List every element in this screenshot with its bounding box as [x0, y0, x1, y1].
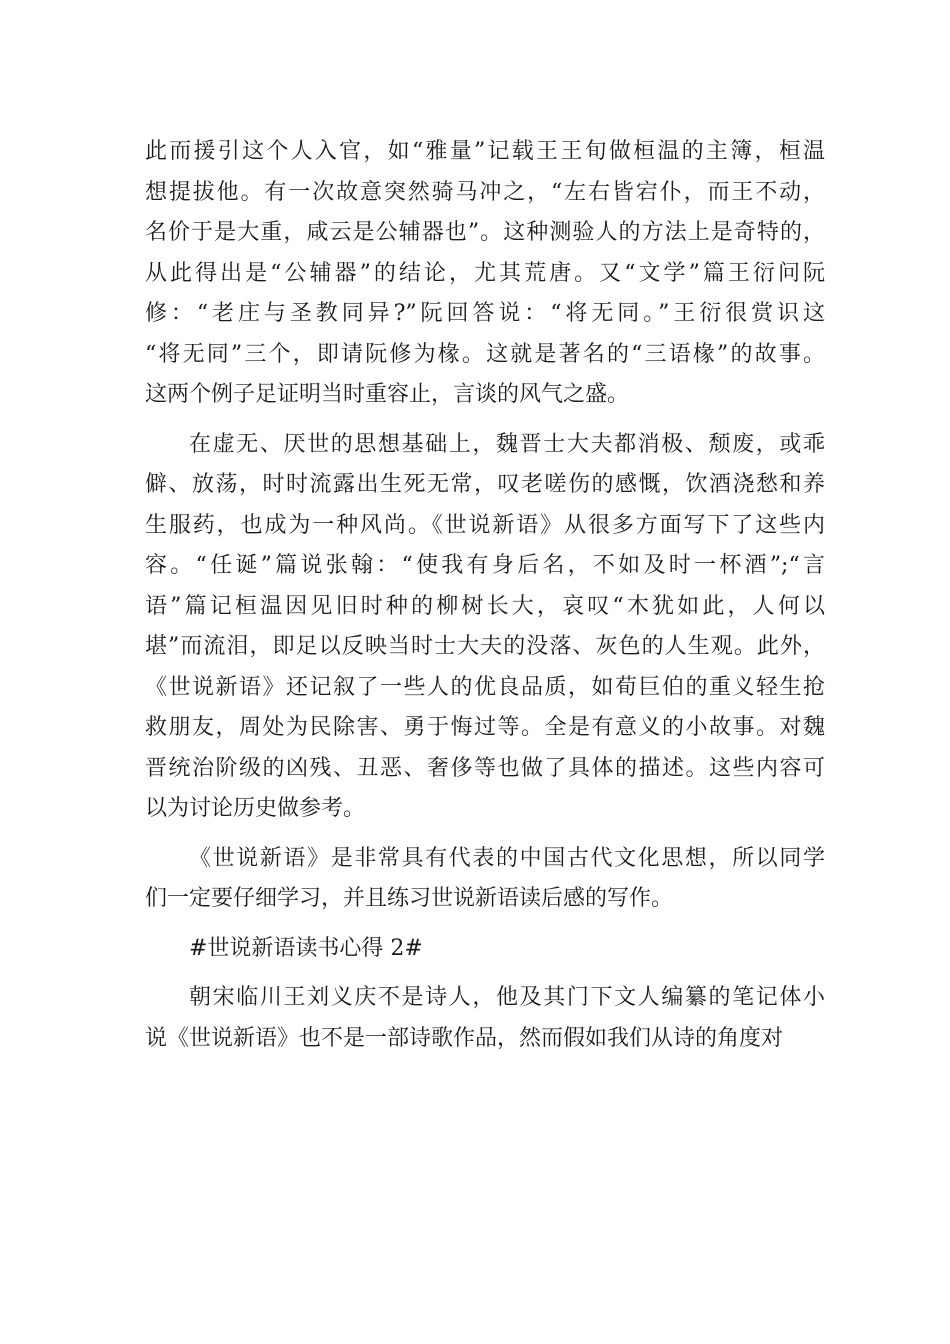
text-line: 想提拔他。有一次故意突然骑马冲之，“左右皆宕仆，而王不动，: [145, 179, 825, 205]
document-body: [145, 132, 825, 1059]
paragraph-gap: [145, 969, 825, 978]
text-line: 们一定要仔细学习，并且练习世说新语读后感的写作。: [145, 886, 674, 911]
text-line: 从此得出是“公辅器”的结论，尤其荒唐。又“文学”篇王衍问阮: [145, 260, 825, 286]
text-line: 在虚无、厌世的思想基础上，魏晋士大夫都消极、颓废，或乖: [189, 431, 825, 457]
text-line: 晋统治阶级的凶残、丑恶、奢侈等也做了具体的描述。这些内容可: [145, 755, 825, 781]
text-line: 生服药，也成为一种风尚。《世说新语》从很多方面写下了这些内: [145, 512, 825, 538]
paragraph: [145, 929, 825, 970]
paragraph-gap: [145, 920, 825, 929]
text-line: 《世说新语》还记叙了一些人的优良品质，如荀巨伯的重义轻生抢: [145, 674, 825, 700]
text-line: “将无同”三个，即请阮修为椽。这就是著名的“三语椽”的故事。: [145, 341, 825, 367]
text-line: 名价于是大重，咸云是公辅器也”。这种测验人的方法上是奇特的，: [145, 220, 825, 245]
text-line: 堪”而流泪，即足以反映当时士大夫的没落、灰色的人生观。此外，: [145, 634, 825, 659]
paragraph: [145, 978, 825, 1059]
text-line: 僻、放荡，时时流露出生死无常，叹老嗟伤的感慨，饮酒浇愁和养: [145, 472, 825, 497]
text-line: 容。“任诞”篇说张翰：“使我有身后名，不如及时一杯酒”;“言: [145, 553, 825, 578]
paragraph: [145, 132, 825, 416]
text-line: 朝宋临川王刘义庆不是诗人，他及其门下文人编纂的笔记体小: [189, 985, 825, 1010]
text-line: 此而援引这个人入官，如“雅量”记载王王旬做桓温的主簿，桓温: [145, 139, 825, 164]
text-line: 说《世说新语》也不是一部诗歌作品，然而假如我们从诗的角度对: [145, 1025, 784, 1051]
paragraph-gap: [145, 416, 825, 425]
text-line: 《世说新语》是非常具有代表的中国古代文化思想，所以同学: [189, 845, 825, 871]
text-line: 以为讨论历史做参考。: [145, 796, 366, 821]
text-line: 这两个例子足证明当时重容止，言谈的风气之盛。: [145, 382, 630, 407]
text-line: 语”篇记桓温因见旧时种的柳树长大，哀叹“木犹如此，人何以: [145, 593, 825, 619]
paragraph: [145, 839, 825, 920]
paragraph-gap: [145, 830, 825, 839]
text-line: #世说新语读书心得 2#: [189, 935, 423, 961]
text-line: 救朋友，周处为民除害、勇于悔过等。全是有意义的小故事。对魏: [145, 715, 825, 740]
text-line: 修：“老庄与圣教同异?”阮回答说：“将无同。”王衍很赏识这: [145, 301, 825, 326]
paragraph: [145, 425, 825, 830]
